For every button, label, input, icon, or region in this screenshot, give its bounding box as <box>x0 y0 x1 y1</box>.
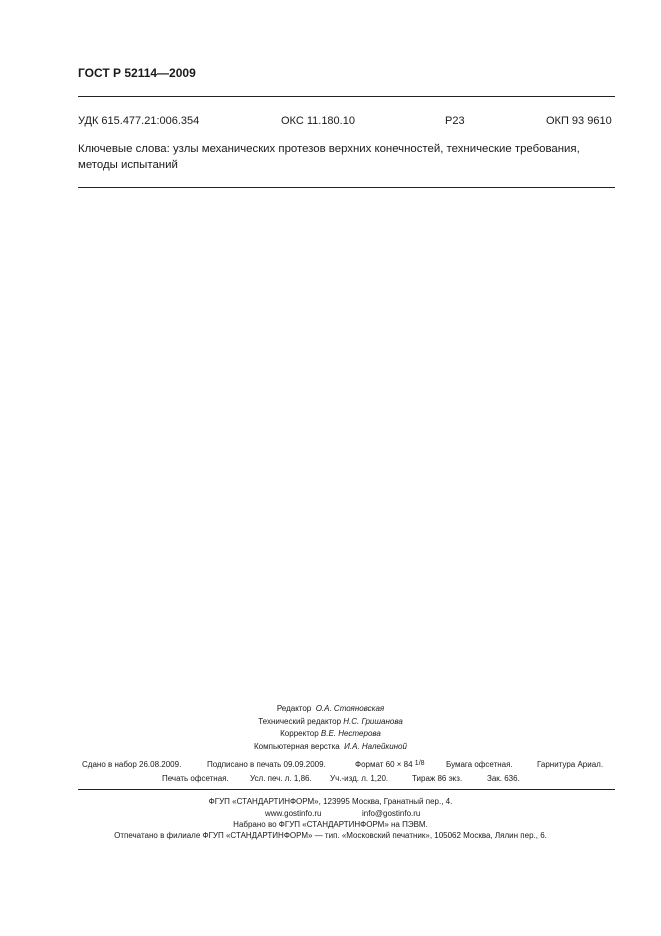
proofreader-label: Корректор <box>280 729 319 739</box>
signed-date: Подписано в печать 09.09.2009. <box>207 760 326 769</box>
tech-editor-name: Н.С. Гришанова <box>343 716 403 726</box>
footer-divider <box>78 789 615 790</box>
editor-row <box>0 703 661 716</box>
publisher-address: ФГУП «СТАНДАРТИНФОРМ», 123995 Москва, Гранатный пер., 4. <box>208 797 453 806</box>
credits-block <box>0 703 661 753</box>
layout-name: И.А. Налейкиной <box>344 741 407 751</box>
printed-note: Отпечатано в филиале ФГУП «СТАНДАРТИНФОРМ» — тип. «Московский печатник», 105062 Москва, Лялин пер., 6. <box>114 831 547 840</box>
edition-sheets: Уч.-изд. л. 1,20. <box>330 774 389 783</box>
website-link[interactable]: www.gostinfo.ru <box>265 809 322 818</box>
udc-code: УДК 615.477.21:006.354 <box>78 115 200 127</box>
submitted-date: Сдано в набор 26.08.2009. <box>82 760 182 769</box>
print-sheets: Усл. печ. л. 1,86. <box>250 774 312 783</box>
email-link[interactable]: info@gostinfo.ru <box>362 809 421 818</box>
format <box>355 760 425 769</box>
standard-code: ГОСТ Р 52114—2009 <box>78 66 196 80</box>
group-code: Р23 <box>445 115 465 127</box>
tech-editor-row <box>0 716 661 729</box>
typeset-note: Набрано во ФГУП «СТАНДАРТИНФОРМ» на ПЭВМ. <box>233 820 428 829</box>
editor-name: О.А. Стояновская <box>315 704 385 713</box>
tech-editor-label: Технический редактор <box>258 716 342 726</box>
proofreader-name: В.Е. Нестерова <box>320 729 381 739</box>
top-divider <box>78 96 615 97</box>
layout-label: Компьютерная верстка <box>254 741 340 751</box>
proofreader-row <box>0 728 661 741</box>
format-fraction: 1/8 <box>414 760 425 767</box>
keywords: Ключевые слова: узлы механических протезов верхних конечностей, технические требования, методы испытаний <box>78 143 580 171</box>
typeface: Гарнитура Ариал. <box>537 760 604 769</box>
okp-code: ОКП 93 9610 <box>546 115 612 127</box>
print-type: Печать офсетная. <box>162 774 229 783</box>
layout-row <box>0 741 661 754</box>
bottom-divider <box>78 187 615 188</box>
order-number: Зак. 636. <box>487 774 520 783</box>
editor-label: Редактор <box>276 704 312 713</box>
oks-code: ОКС 11.180.10 <box>281 115 355 127</box>
paper-type: Бумага офсетная. <box>446 760 513 769</box>
format-prefix: Формат 60 × 84 <box>355 760 413 769</box>
copies: Тираж 86 экз. <box>412 774 463 783</box>
